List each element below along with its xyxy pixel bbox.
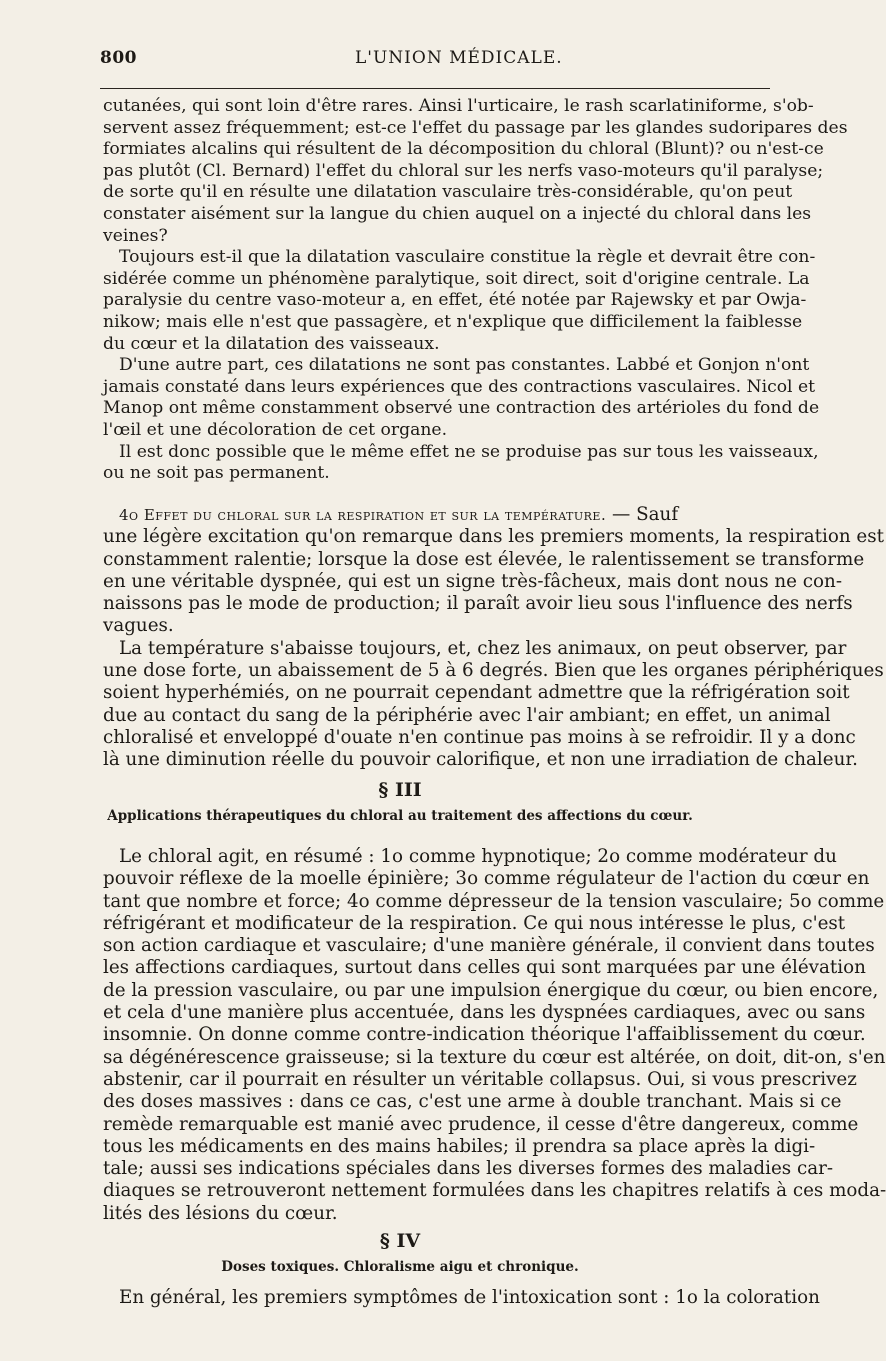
text-line: Toujours est-il que la dilatation vasculaire constitue la règle et devrait être con- [119, 247, 816, 268]
text-line: de sorte qu'il en résulte une dilatation vasculaire très-considérable, qu'on peut [103, 182, 793, 203]
section-4-block [103, 504, 884, 772]
text-line: des doses massives : dans ce cas, c'est une arme à double tranchant. Mais si ce [103, 1091, 842, 1113]
text-line: due au contact du sang de la périphérie avec l'air ambiant; en effet, un animal [103, 704, 831, 726]
text-line: en une véritable dyspnée, qui est un signe très-fâcheux, mais dont nous ne con- [103, 570, 842, 592]
text-line: une légère excitation qu'on remarque dans les premiers moments, la respiration est [103, 526, 884, 548]
text-line: constamment ralentie; lorsque la dose est élevée, le ralentissement se transforme [103, 548, 865, 570]
text-line: ou ne soit pas permanent. [103, 463, 330, 484]
text-line: formiates alcalins qui résultent de la décomposition du chloral (Blunt)? ou n'est-ce [103, 139, 824, 160]
text-line: jamais constaté dans leurs expériences que des contractions vasculaires. Nicol et [103, 376, 816, 397]
text-line: pouvoir réflexe de la moelle épinière; 3o comme régulateur de l'action du cœur en [103, 868, 870, 890]
section-iii-subtitle: Applications thérapeutiques du chloral au traitement des affections du cœur. [107, 808, 693, 824]
text-line: sidérée comme un phénomène paralytique, soit direct, soit d'origine centrale. La [103, 268, 810, 289]
text-line: et cela d'une manière plus accentuée, dans les dyspnées cardiaques, avec ou sans [103, 1002, 866, 1024]
page-number: 800 [100, 48, 137, 68]
text-line: Manop ont même constamment observé une contraction des artérioles du fond de [103, 398, 820, 419]
text-line: une dose forte, un abaissement de 5 à 6 degrés. Bien que les organes périphériques [103, 660, 884, 682]
section-iv-subtitle: Doses toxiques. Chloralisme aigu et chronique. [221, 1259, 579, 1275]
text-line: les affections cardiaques, surtout dans celles qui sont marquées par une élévation [103, 957, 866, 979]
text-line: lités des lésions du cœur. [103, 1202, 338, 1224]
text-line: veines? [103, 225, 168, 246]
text-line: constater aisément sur la langue du chien auquel on a injecté du chloral dans les [103, 203, 812, 224]
text-line: remède remarquable est manié avec prudence, il cesse d'être dangereux, comme [103, 1113, 859, 1135]
text-line: tale; aussi ses indications spéciales dans les diverses formes des maladies car- [103, 1158, 834, 1180]
text-line: pas plutôt (Cl. Bernard) l'effet du chloral sur les nerfs vaso-moteurs qu'il paralyse; [103, 160, 824, 181]
text-line: tant que nombre et force; 4o comme dépresseur de la tension vasculaire; 5o comme [103, 890, 885, 912]
text-line: paralysie du centre vaso-moteur a, en effet, été notée par Rajewsky et par Owja- [103, 290, 807, 311]
text-line: du cœur et la dilatation des vaisseaux. [103, 333, 440, 354]
text-line: réfrigérant et modificateur de la respiration. Ce qui nous intéresse le plus, c'est [103, 912, 846, 934]
section-4-first-line [103, 504, 783, 526]
text-line: insomnie. On donne comme contre-indication théorique l'affaiblissement du cœur. [103, 1024, 866, 1046]
text-line: servent assez fréquemment; est-ce l'effet du passage par les glandes sudoripares des [103, 117, 848, 138]
running-head [100, 46, 760, 76]
section-4-heading: 4o Effet du chloral sur la respiration et sur la température. [119, 506, 607, 524]
journal-title: L'UNION MÉDICALE. [355, 48, 563, 68]
text-line: cutanées, qui sont loin d'être rares. Ainsi l'urticaire, le rash scarlatiniforme, s'ob- [103, 96, 814, 116]
text-line: En général, les premiers symptômes de l'intoxication sont : 1o la coloration [119, 1287, 820, 1308]
text-line: — Sauf [612, 504, 679, 525]
text-line: de la pression vasculaire, ou par une impulsion énergique du cœur, ou bien encore, [103, 979, 879, 1001]
section-iii-title: § III [378, 779, 422, 801]
text-line: Le chloral agit, en résumé : 1o comme hypnotique; 2o comme modérateur du [119, 846, 837, 867]
text-line: D'une autre part, ces dilatations ne sont pas constantes. Labbé et Gonjon n'ont [119, 355, 810, 376]
text-line: son action cardiaque et vasculaire; d'une manière générale, il convient dans toutes [103, 935, 875, 957]
text-line: vagues. [103, 615, 174, 637]
text-line: Il est donc possible que le même effet ne se produise pas sur tous les vaisseaux, [119, 441, 819, 462]
text-line: sa dégénérescence graisseuse; si la texture du cœur est altérée, on doit, dit-on, s'en [103, 1046, 886, 1068]
text-line: abstenir, car il pourrait en résulter un véritable collapsus. Oui, si vous prescrivez [103, 1068, 857, 1090]
section-iv-title: § IV [379, 1230, 421, 1252]
text-line: La température s'abaisse toujours, et, chez les animaux, on peut observer, par [119, 637, 847, 659]
text-line: naissons pas le mode de production; il paraît avoir lieu sous l'influence des nerfs [103, 593, 853, 615]
section-iii-body [103, 846, 886, 1225]
header-rule [100, 88, 770, 89]
text-line: nikow; mais elle n'est que passagère, et n'explique que difficilement la faiblesse [103, 311, 803, 332]
text-line: là une diminution réelle du pouvoir calorifique, et non une irradiation de chaleur. [103, 749, 858, 771]
text-line: l'œil et une décoloration de cet organe. [103, 419, 448, 440]
text-line: tous les médicaments en des mains habiles; il prendra sa place après la digi- [103, 1135, 816, 1157]
section-iv-body [103, 1287, 820, 1309]
text-line: soient hyperhémiés, on ne pourrait cependant admettre que la réfrigération soit [103, 682, 850, 704]
body-text-top [103, 96, 848, 485]
text-line: chloralisé et enveloppé d'ouate n'en continue pas moins à se refroidir. Il y a donc [103, 726, 856, 748]
text-line: diaques se retrouveront nettement formulées dans les chapitres relatifs à ces moda- [103, 1180, 886, 1202]
